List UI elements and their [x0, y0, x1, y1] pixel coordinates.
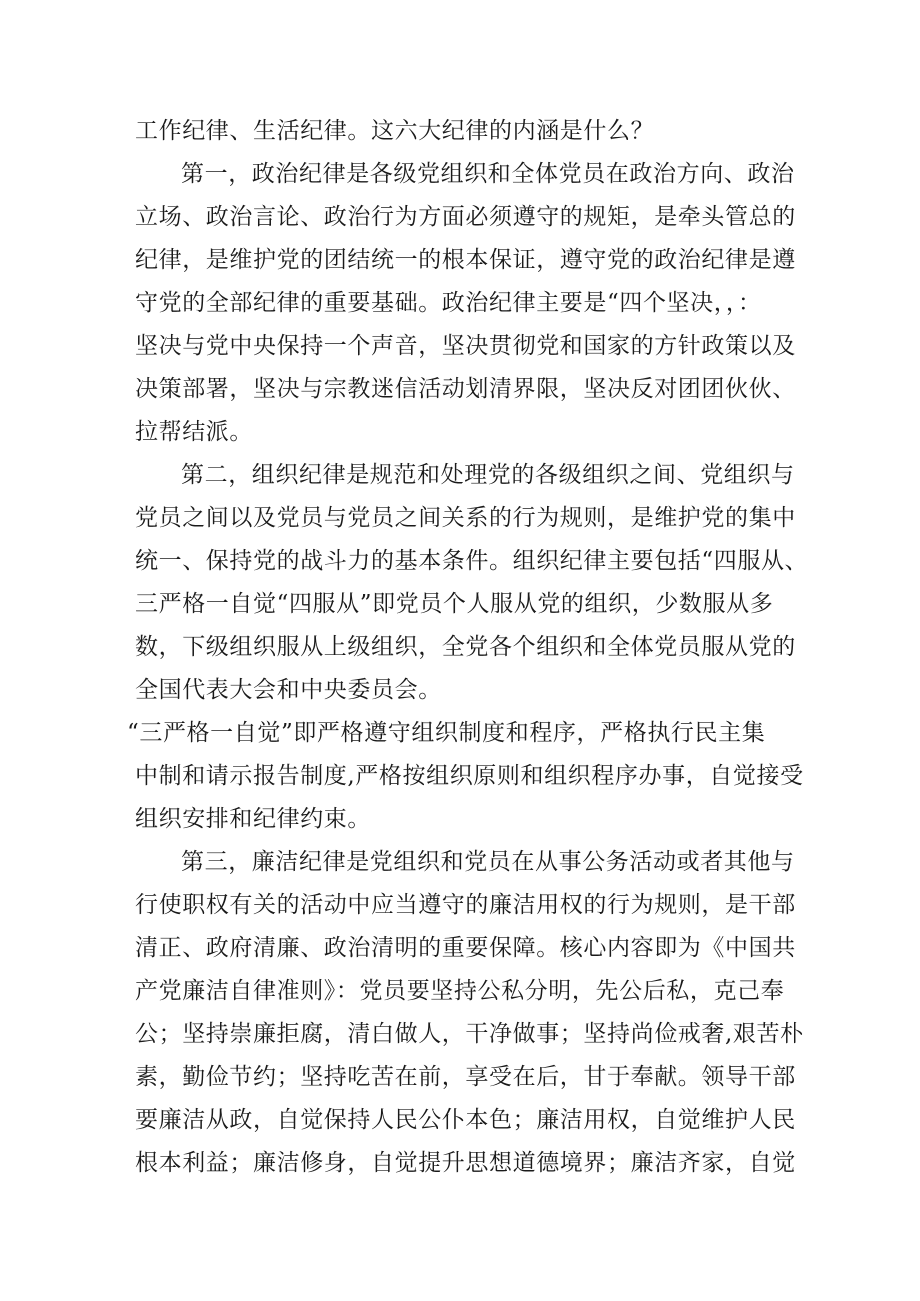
- text-line: 守党的全部纪律的重要基础。政治纪律主要是“四个坚决，，：: [135, 290, 762, 316]
- text-line: 要廉洁从政，自觉保持人民公仆本色；廉洁用权，自觉维护人民: [135, 1107, 796, 1133]
- text-line: 产党廉洁自律准则》：党员要坚持公私分明，先公后私，克己奉: [135, 978, 785, 1004]
- text-line: 根本利益；廉洁修身，自觉提升思想道德境界；廉洁齐家，自觉: [135, 1150, 796, 1176]
- text-line: 纪律，是维护党的团结统一的根本保证，遵守党的政治纪律是遵: [135, 247, 796, 273]
- text-line: 第二，组织纪律是规范和处理党的各级组织之间、党组织与: [181, 462, 795, 488]
- text-line: 数，下级组织服从上级组织，全党各个组织和全体党员服从党的: [135, 634, 796, 660]
- text-line: 统一、保持党的战斗力的基本条件。组织纪律主要包括“四服从、: [135, 548, 809, 574]
- text-line: 党员之间以及党员与党员之间关系的行为规则，是维护党的集中: [135, 505, 796, 531]
- text-line: 素，勤俭节约；坚持吃苦在前，享受在后，甘于奉献。领导干部: [135, 1064, 796, 1090]
- text-line: 公；坚持崇廉拒腐，清白做人，干净做事；坚持尚俭戒奢,艰苦朴: [135, 1021, 804, 1047]
- document-body: [127, 110, 809, 1185]
- text-line: 全国代表大会和中央委员会。: [135, 677, 442, 703]
- text-line: 第一，政治纪律是各级党组织和全体党员在政治方向、政治: [181, 161, 795, 187]
- text-line: 决策部署，坚决与宗教迷信活动划清界限，坚决反对团团伙伙、: [135, 376, 796, 402]
- text-line: 第三，廉洁纪律是党组织和党员在从事公务活动或者其他与: [181, 849, 795, 875]
- text-line: 行使职权有关的活动中应当遵守的廉洁用权的行为规则，是干部: [135, 892, 796, 918]
- text-line: 坚决与党中央保持一个声音，坚决贯彻党和国家的方针政策以及: [135, 333, 796, 359]
- text-line: 三严格一自觉“四服从”即党员个人服从党的组织，少数服从多: [135, 591, 774, 617]
- text-line: “三严格一自觉”即严格遵守组织制度和程序，严格执行民主集: [127, 720, 766, 746]
- text-line: 工作纪律、生活纪律。这六大纪律的内涵是什么？: [135, 118, 655, 144]
- text-line: 中制和请示报告制度,严格按组织原则和组织程序办事，自觉接受: [135, 763, 804, 789]
- text-line: 清正、政府清廉、政治清明的重要保障。核心内容即为《中国共: [135, 935, 796, 961]
- text-line: 立场、政治言论、政治行为方面必须遵守的规矩，是牵头管总的: [135, 204, 796, 230]
- text-line: 拉帮结派。: [135, 419, 253, 445]
- text-line: 组织安排和纪律约束。: [135, 806, 371, 832]
